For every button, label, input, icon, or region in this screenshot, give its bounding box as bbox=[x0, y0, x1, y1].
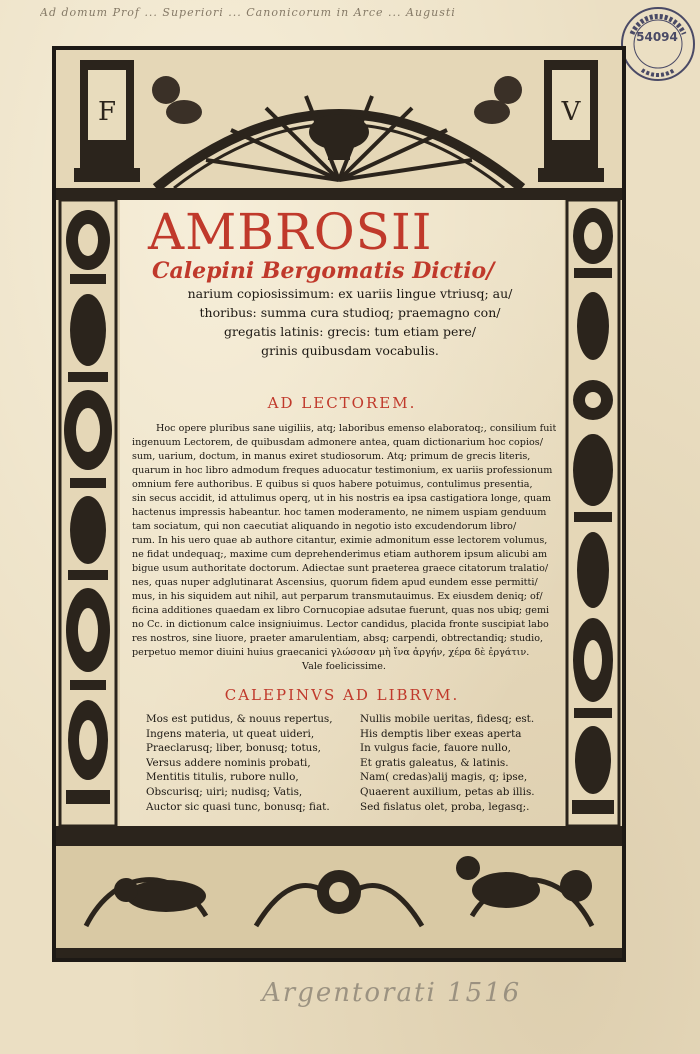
verse-line: His demptis liber exeas aperta bbox=[360, 727, 522, 740]
preface-closing: Vale foelicissime. bbox=[302, 661, 386, 672]
preface-line: mus, in his siquidem aut nihil, aut perparum transmutauimus. Ex eiusdem deniq; of/ bbox=[132, 591, 543, 602]
preface-line: hactenus impressis habeantur. hoc tamen moderamento, ne nimem uspiam genduum bbox=[132, 507, 547, 518]
title-line: grinis quibusdam vocabulis. bbox=[261, 343, 439, 358]
preface-line: ficina additiones quaedam ex libro Cornucopiae adsutae fuerunt, quas nos ubiq; gemi bbox=[132, 605, 550, 616]
verse-line: Obscurisq; uiri; nudisq; Vatis, bbox=[146, 785, 303, 798]
preface-line: tam sociatum, qui non caecutiat aliquando in negotio isto excudendorum libro/ bbox=[132, 521, 517, 532]
preface-text bbox=[132, 422, 556, 674]
verse-heading: CALEPINVS AD LIBRVM. bbox=[224, 686, 460, 704]
preface-line: quarum in hoc libro admodum freques aduocatur testimonium, ex uariis professionum bbox=[132, 465, 553, 476]
verse-line: Sed fislatus olet, proba, legasq;. bbox=[360, 800, 530, 813]
preface-line: Hoc opere pluribus sane uigiliis, atq; laboribus emenso elaboratoq;, consilium fuit bbox=[156, 423, 556, 434]
preface-line: ne fidat undequaq;, maxime cum deprehenderimus etiam authorem ipsum alicubi am bbox=[132, 549, 548, 560]
verse-line: Auctor sic quasi tunc, bonusq; fiat. bbox=[146, 800, 330, 813]
preface-line: sin secus accidit, id attulimus operq, ut in his nostris ea ipsa castigatiora longe, quam bbox=[132, 493, 551, 504]
library-stamp-icon bbox=[618, 4, 698, 84]
book-title-description bbox=[150, 284, 550, 360]
verse-line: In vulgus facie, fauore nullo, bbox=[360, 742, 511, 755]
bottom-frieze-woodcut-icon bbox=[56, 826, 622, 958]
arch-woodcut-icon bbox=[56, 50, 622, 200]
svg-text:F: F bbox=[97, 97, 117, 127]
preface-line: rum. In his uero quae ab authore citantur, eximie admonitum esse lectorem volumus, bbox=[132, 535, 548, 546]
preface-line: bigue usum authoritate doctorum. Adiectae sunt praeterea graece citatorum tralatio/ bbox=[132, 563, 549, 574]
title-line: narium copiosissimum: ex uariis lingue vtriusq; au/ bbox=[187, 286, 513, 301]
handwritten-inscription-top: Ad domum Prof ... Superiori ... Canonicorum in Arce ... Augusti bbox=[40, 6, 456, 19]
verse-line: Et gratis galeatus, & latinis. bbox=[360, 756, 509, 769]
book-title-subtitle: Calepini Bergomatis Dictio/ bbox=[152, 258, 495, 284]
preface-line: perpetuo memor diuini huius graecanici γλώσσαν μὴ ἴνα ἀργήν, χέρα δὲ ἐργάτιν. bbox=[132, 647, 530, 658]
verse-line: Ingens materia, ut queat uideri, bbox=[146, 727, 315, 740]
preface-line: sum, uarium, doctum, in manus exiret studiosorum. Atq; primum de grecis literis, bbox=[132, 451, 531, 462]
preface-heading: AD LECTOREM. bbox=[267, 394, 417, 412]
preface-line: res nostros, sine liuore, praeter amarulentiam, absq; carpendi, obtrectandiq; studio, bbox=[132, 633, 544, 644]
preface-line: omnium fere authoribus. E quibus si quos habere potuimus, contulimus presentia, bbox=[132, 479, 533, 490]
book-title-main: AMBROSII bbox=[148, 203, 433, 261]
left-column-woodcut-icon bbox=[56, 200, 120, 826]
handwritten-inscription-bottom: Argentorati 1516 bbox=[262, 978, 522, 1008]
verse-line: Nullis mobile ueritas, fidesq; est. bbox=[360, 713, 535, 725]
verse-line: Quaerent auxilium, petas ab illis. bbox=[360, 785, 535, 798]
preface-line: nes, quas nuper adglutinarat Ascensius, quorum fidem apud eundem esse permitti/ bbox=[132, 577, 538, 588]
verse-line: Versus addere nominis probati, bbox=[146, 756, 311, 769]
svg-text:V: V bbox=[561, 97, 581, 127]
preface-line: ingenuum Lectorem, de quibusdam admonere antea, quam dictionarium hoc copios/ bbox=[132, 437, 543, 448]
title-line: thoribus: summa cura studioq; praemagno con/ bbox=[199, 305, 501, 320]
verse-line: Mentitis titulis, rubore nullo, bbox=[146, 771, 299, 784]
preface-line: no Cc. in dictionum calce insigniuimus. Lector candidus, placida fronte suscipiat labo bbox=[132, 619, 549, 630]
verse-column-left bbox=[146, 712, 356, 814]
title-text-area bbox=[122, 200, 562, 824]
right-column-woodcut-icon bbox=[564, 200, 622, 826]
verse-line: Praeclarusq; liber, bonusq; totus, bbox=[146, 742, 321, 755]
verse-line: Nam( credas)alij magis, q; ipse, bbox=[360, 771, 528, 784]
title-line: gregatis latinis: grecis: tum etiam pere/ bbox=[224, 324, 476, 339]
stamp-number: 54094 bbox=[636, 30, 678, 44]
verse-line: Mos est putidus, & nouus repertus, bbox=[146, 713, 333, 725]
verse-column-right bbox=[360, 712, 570, 814]
